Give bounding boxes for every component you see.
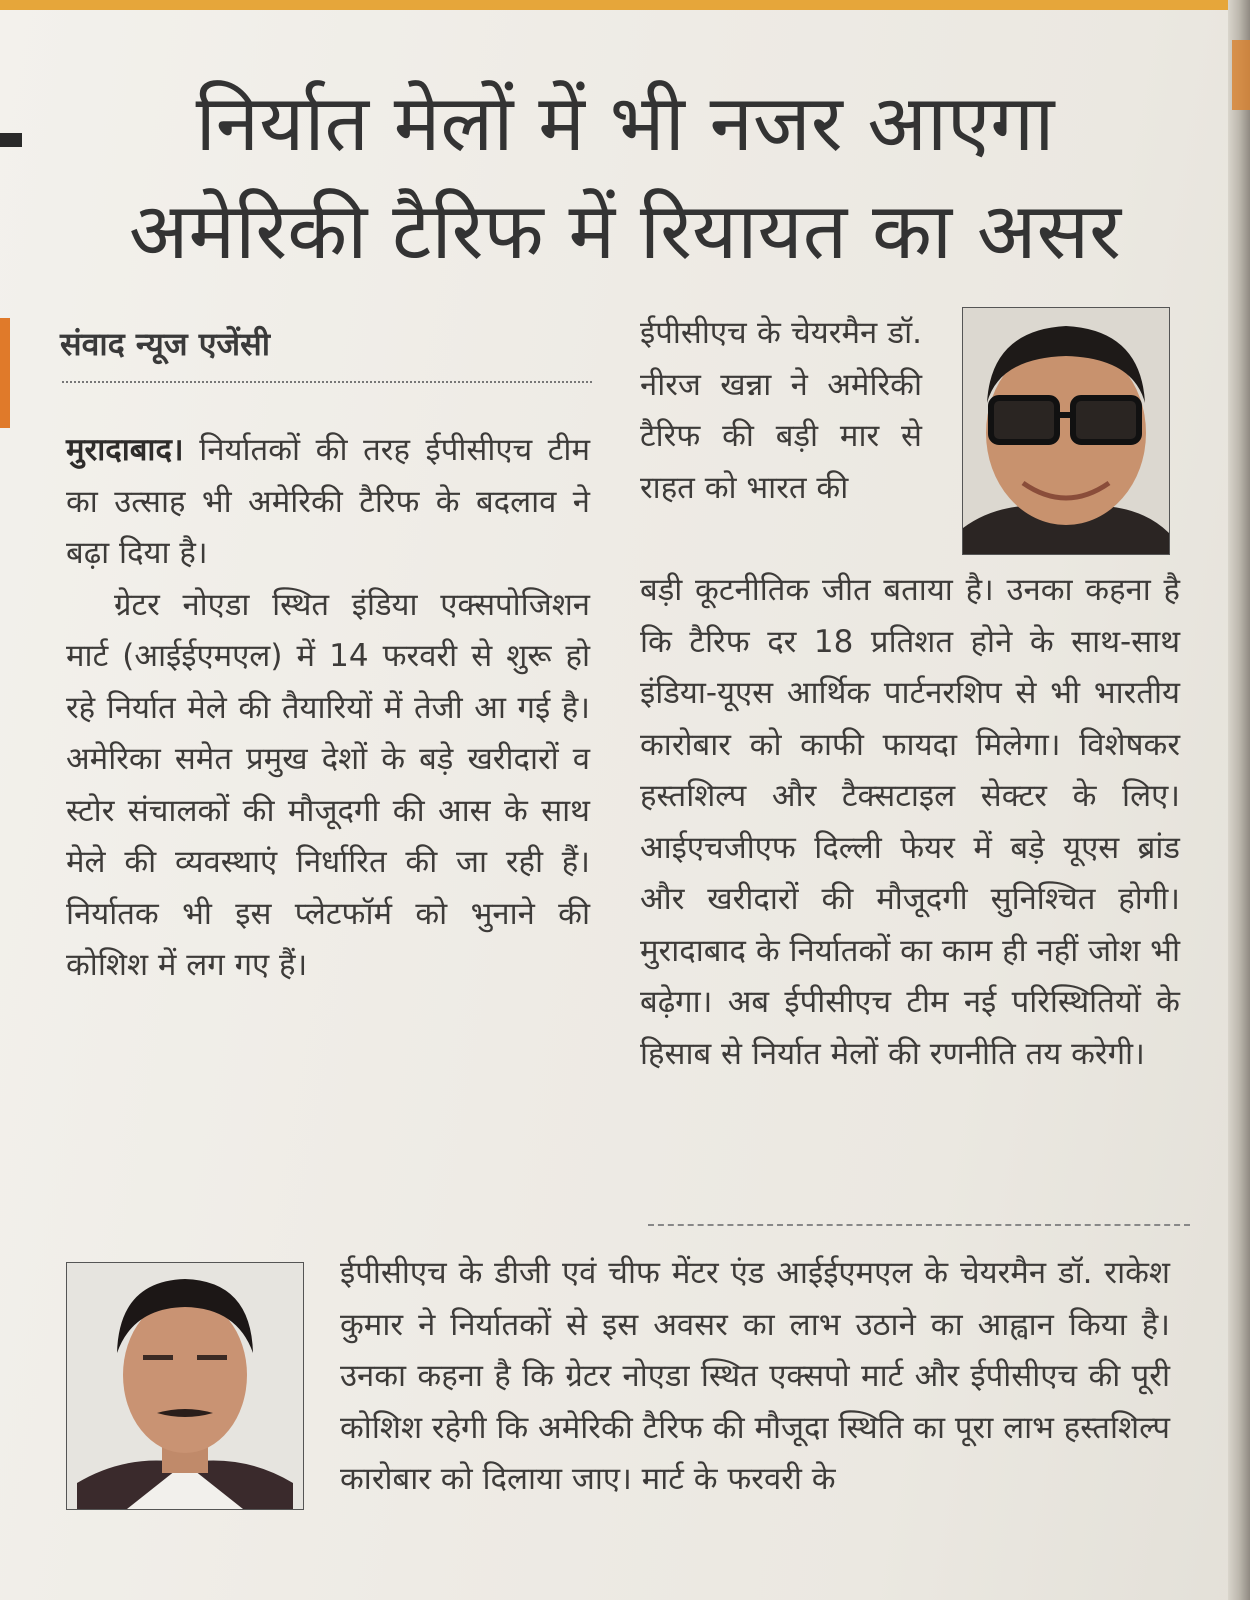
- headline: [70, 70, 1180, 286]
- left-para-2: ग्रेटर नोएडा स्थित इंडिया एक्सपोजिशन मार्ट (आईईएमएल) में 14 फरवरी से शुरू हो रहे निर्यात मेले की तैयारियों में तेजी आ गई है। अमेरिका समेत प्रमुख देशों के बड़े खरीदारों व स्टोर संचालकों की मौजूदगी की आस के साथ मेले की व्यवस्थाएं निर्धारित की जा रही हैं। निर्यातक भी इस प्लेटफॉर्म को भुनाने की कोशिश में लग गए हैं।: [66, 586, 590, 983]
- byline-divider: [62, 381, 592, 383]
- left-para-1-text: निर्यातकों की तरह ईपीसीएच टीम का उत्साह भी अमेरिकी टैरिफ के बदलाव ने बढ़ा दिया है।: [66, 432, 590, 571]
- right-column: बड़ी कूटनीतिक जीत बताया है। उनका कहना है कि टैरिफ दर 18 प्रतिशत होने के साथ-साथ इंडिया-यूएस आर्थिक पार्टनरशिप से भी भारतीय कारोबार को काफी फायदा मिलेगा। विशेषकर हस्तशिल्प और टैक्सटाइल सेक्टर के लिए। आईएचजीएफ दिल्ली फेयर में बड़े यूएस ब्रांड और खरीदारों की मौजूदगी सुनिश्चित होगी। मुरादाबाद के निर्यातकों का काम ही नहीं जोश भी बढ़ेगा। अब ईपीसीएच टीम नई परिस्थितियों के हिसाब से निर्यात मेलों की रणनीति तय करेगी।: [640, 572, 1180, 1072]
- byline: संवाद न्यूज एजेंसी: [60, 325, 271, 363]
- left-column: [66, 425, 590, 992]
- headline-line-1: निर्यात मेलों में भी नजर आएगा: [195, 79, 1055, 169]
- right-page-edge: [1228, 0, 1250, 1600]
- left-edge-mark: [0, 133, 22, 147]
- rakesh-kumar-photo: [66, 1262, 304, 1510]
- bottom-section-text: ईपीसीएच के डीजी एवं चीफ मेंटर एंड आईईएमएल के चेयरमैन डॉ. राकेश कुमार ने निर्यातकों से इस अवसर का लाभ उठाने का आह्वान किया है। उनका कहना है कि ग्रेटर नोएडा स्थित एक्सपो मार्ट और ईपीसीएच की पूरी कोशिश रहेगी कि अमेरिकी टैरिफ की मौजूदा स्थिति का पूरा लाभ हस्तशिल्प कारोबार को दिलाया जाए। मार्ट के फरवरी के: [340, 1255, 1170, 1497]
- left-para-1: [66, 425, 590, 580]
- neeraj-khanna-photo: [962, 307, 1170, 555]
- portrait-rakesh-svg: [67, 1263, 303, 1509]
- right-column-wrap: ईपीसीएच के चेयरमैन डॉ. नीरज खन्ना ने अमेरिकी टैरिफ की बड़ी मार से राहत को भारत की: [640, 315, 922, 506]
- section-divider: [648, 1224, 1190, 1226]
- dateline: मुरादाबाद।: [66, 432, 184, 468]
- left-orange-edge: [0, 318, 10, 428]
- right-orange-edge: [1232, 40, 1250, 110]
- top-orange-strip: [0, 0, 1250, 10]
- headline-line-2: अमेरिकी टैरिफ में रियायत का असर: [128, 187, 1122, 277]
- portrait-neeraj-svg: [963, 308, 1169, 554]
